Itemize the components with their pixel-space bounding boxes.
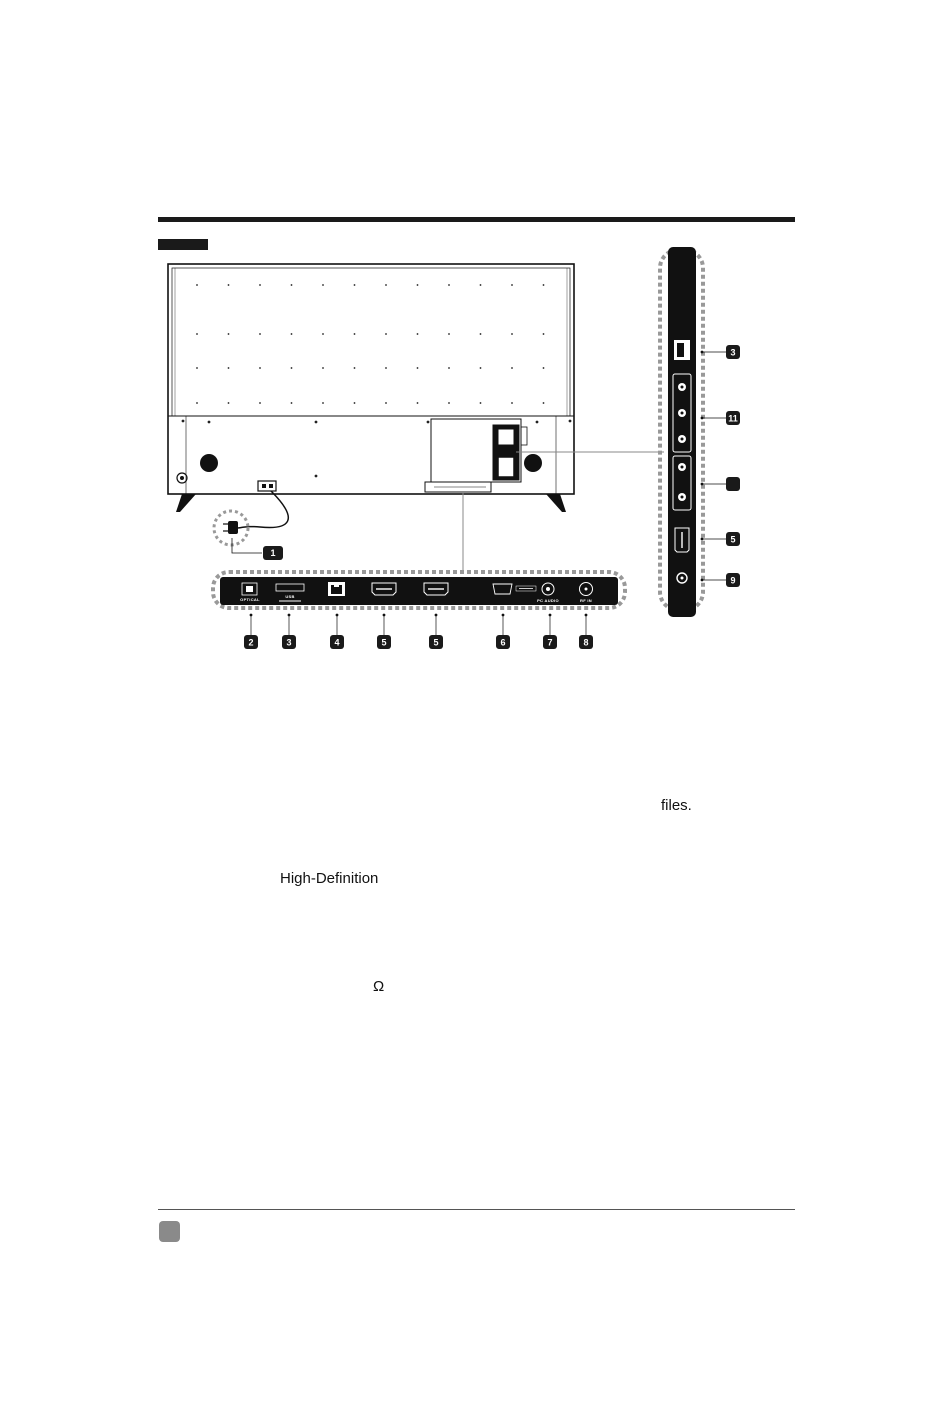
- text-fragment-omega: Ω: [373, 978, 385, 995]
- callout-1-label: 1: [270, 548, 276, 558]
- usb-label: USB: [285, 594, 295, 599]
- callout-number: 11: [728, 413, 738, 424]
- rear-terminal-box: [425, 419, 527, 492]
- text-fragment-files: files.: [661, 797, 692, 814]
- callout-number: 5: [381, 637, 387, 648]
- usb-port: [276, 584, 304, 591]
- optical-label: OPTICAL: [240, 597, 260, 602]
- left-foot: [176, 494, 196, 512]
- right-foot: [546, 494, 566, 512]
- power-socket: [258, 481, 276, 491]
- left-speaker: [200, 454, 218, 472]
- callout-number: 5: [433, 637, 439, 648]
- bottom-callouts: [244, 614, 593, 649]
- callout-number: 8: [583, 637, 589, 648]
- callout-marker: [726, 477, 740, 491]
- callout-number: 2: [248, 637, 254, 648]
- footer-rule: [158, 1209, 795, 1210]
- callout-number: 6: [500, 637, 506, 648]
- pc-audio-label: PC AUDIO: [537, 598, 559, 603]
- callout-number: 7: [547, 637, 553, 648]
- callout-number: 4: [334, 637, 340, 648]
- callout-number: 5: [730, 534, 736, 545]
- callout-number: 3: [286, 637, 292, 648]
- text-fragment-high-definition: High-Definition: [280, 870, 379, 887]
- page-number-badge: [159, 1221, 180, 1242]
- right-speaker: [524, 454, 542, 472]
- power-cord: [238, 491, 288, 528]
- side-callouts: [701, 345, 740, 587]
- callout-number: 3: [730, 347, 736, 358]
- bottom-port-panel: [213, 572, 625, 608]
- tv-connections-diagram: [0, 0, 950, 680]
- rf-in-label: RF IN: [580, 598, 592, 603]
- side-port-panel: [660, 247, 703, 617]
- callout-number: 9: [730, 575, 736, 586]
- power-plug: [228, 521, 238, 534]
- vga-port: [493, 584, 512, 594]
